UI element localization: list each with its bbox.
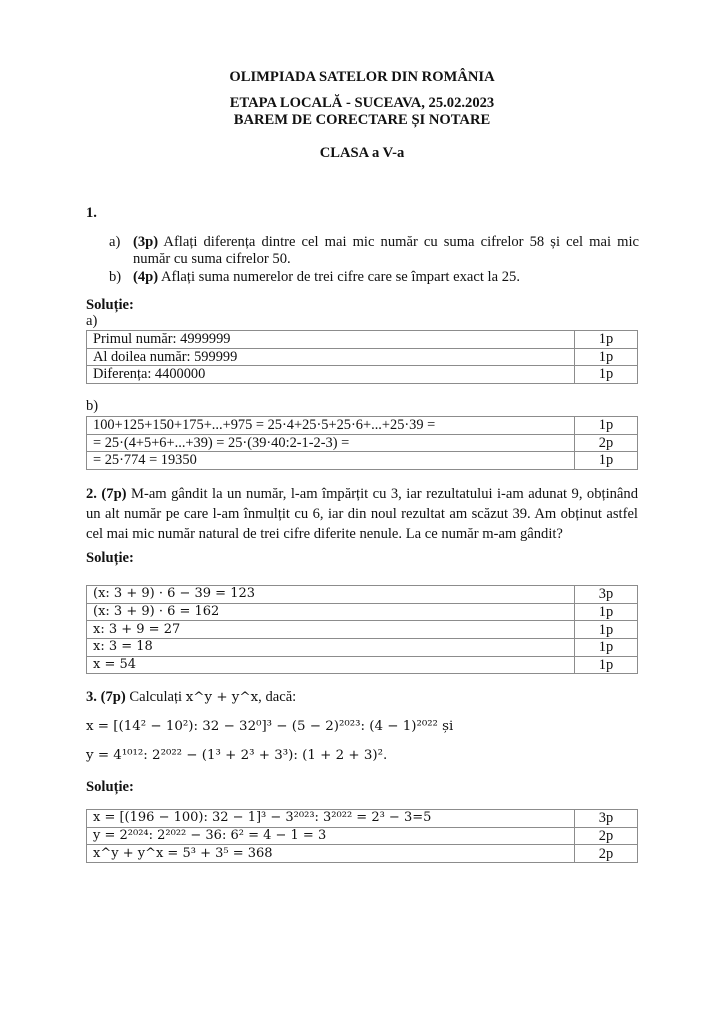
olympiad-title: OLIMPIADA SATELOR DIN ROMÂNIA xyxy=(229,69,495,85)
solution-table-1b xyxy=(86,416,638,470)
points-cell: 3p xyxy=(575,810,638,828)
document-title: BAREM DE CORECTARE ȘI NOTARE xyxy=(233,112,491,128)
item-label: a) xyxy=(109,234,121,250)
step-cell: (x: 3 + 9) · 6 − 39 = 123 xyxy=(87,586,575,604)
points-cell: 1p xyxy=(575,639,638,657)
stage-title: ETAPA LOCALĂ - SUCEAVA, 25.02.2023 xyxy=(229,95,495,111)
target-expression: x^y + y^x xyxy=(185,690,259,705)
part-b-label: b) xyxy=(86,398,99,414)
statement-text: Calculați xyxy=(125,689,186,705)
step-cell: 100+125+150+175+...+975 = 25·4+25·5+25·6+...+25·39 = xyxy=(87,417,575,435)
step-cell: Diferența: 4400000 xyxy=(87,366,575,384)
step-cell-x: x = [(196 − 100): 32 − 1]³ − 3²⁰²³: 3²⁰²² = 2³ − 3=5 xyxy=(87,810,575,828)
statement-text: Aflați diferența dintre cel mai mic număr cu suma cifrelor 58 și cel mai mic număr cu suma cifrelor 50. xyxy=(133,234,639,267)
step-cell-y: y = 2²⁰²⁴: 2²⁰²² − 36: 6² = 4 − 1 = 3 xyxy=(87,827,575,845)
solution-heading-2: Soluție: xyxy=(86,550,134,566)
points-cell: 1p xyxy=(575,603,638,621)
table-row xyxy=(87,331,638,349)
y-definition: y = 4¹⁰¹²: 2²⁰²² − (1³ + 2³ + 3³): (1 + 2 + 3)². xyxy=(86,748,388,763)
table-row xyxy=(87,603,638,621)
points-cell: 1p xyxy=(575,417,638,435)
points-cell: 1p xyxy=(575,621,638,639)
table-row xyxy=(87,366,638,384)
step-cell: x: 3 = 18 xyxy=(87,639,575,657)
table-row xyxy=(87,827,638,845)
problem-1a-statement xyxy=(109,234,639,267)
points-label: (4p) xyxy=(133,269,159,285)
problem-2-number: 2. xyxy=(86,486,97,502)
table-row xyxy=(87,417,638,435)
table-row xyxy=(87,845,638,863)
points-cell: 1p xyxy=(575,656,638,674)
solution-table-2 xyxy=(86,585,638,674)
table-row xyxy=(87,639,638,657)
solution-heading-3: Soluție: xyxy=(86,779,134,795)
points-cell: 1p xyxy=(575,366,638,384)
item-label: b) xyxy=(109,269,122,285)
solution-table-1a xyxy=(86,330,638,384)
problem-1-number: 1. xyxy=(86,205,97,221)
points-cell: 2p xyxy=(575,845,638,863)
statement-text: Aflați suma numerelor de trei cifre care se împart exact la 25. xyxy=(158,269,520,285)
table-row xyxy=(87,810,638,828)
table-row xyxy=(87,656,638,674)
step-cell: Primul număr: 4999999 xyxy=(87,331,575,349)
grade-title: CLASA a V-a xyxy=(319,145,405,161)
table-row xyxy=(87,586,638,604)
step-cell: x: 3 + 9 = 27 xyxy=(87,621,575,639)
points-label: (3p) xyxy=(133,234,159,250)
step-cell: (x: 3 + 9) · 6 = 162 xyxy=(87,603,575,621)
table-row xyxy=(87,621,638,639)
statement-text-end: , dacă: xyxy=(258,689,297,705)
solution-heading-1: Soluție: xyxy=(86,297,134,313)
problem-3-number: 3. xyxy=(86,689,97,705)
points-cell: 1p xyxy=(575,331,638,349)
problem-1b-statement xyxy=(109,269,639,286)
points-label: (7p) xyxy=(101,486,127,502)
solution-table-3 xyxy=(86,809,638,863)
x-definition: x = [(14² − 10²): 32 − 32⁰]³ − (5 − 2)²⁰²³: (4 − 1)²⁰²² și xyxy=(86,719,454,734)
step-cell: = 25·774 = 19350 xyxy=(87,452,575,470)
statement-text: M-am gândit la un număr, l-am împărțit cu 3, iar rezultatului i-am adunat 9, obținând un alt număr pe care l-am înmulțit cu 6, iar din noul rezultat am scăzut 39. Am obținut astfel cel mai mic număr natural de trei cifre diferite nenule. La ce număr m-am gândit? xyxy=(86,486,639,542)
points-label: (7p) xyxy=(100,689,126,705)
points-cell: 2p xyxy=(575,434,638,452)
points-cell: 1p xyxy=(575,348,638,366)
part-a-label: a) xyxy=(86,313,98,329)
table-row xyxy=(87,434,638,452)
problem-2-statement xyxy=(86,484,638,544)
problem-3-statement xyxy=(86,688,296,707)
step-cell: = 25·(4+5+6+...+39) = 25·(39·40:2-1-2-3) = xyxy=(87,434,575,452)
points-cell: 1p xyxy=(575,452,638,470)
step-cell: Al doilea număr: 599999 xyxy=(87,348,575,366)
table-row xyxy=(87,452,638,470)
step-cell: x = 54 xyxy=(87,656,575,674)
points-cell: 2p xyxy=(575,827,638,845)
step-cell-result: x^y + y^x = 5³ + 3⁵ = 368 xyxy=(87,845,575,863)
table-row xyxy=(87,348,638,366)
points-cell: 3p xyxy=(575,586,638,604)
